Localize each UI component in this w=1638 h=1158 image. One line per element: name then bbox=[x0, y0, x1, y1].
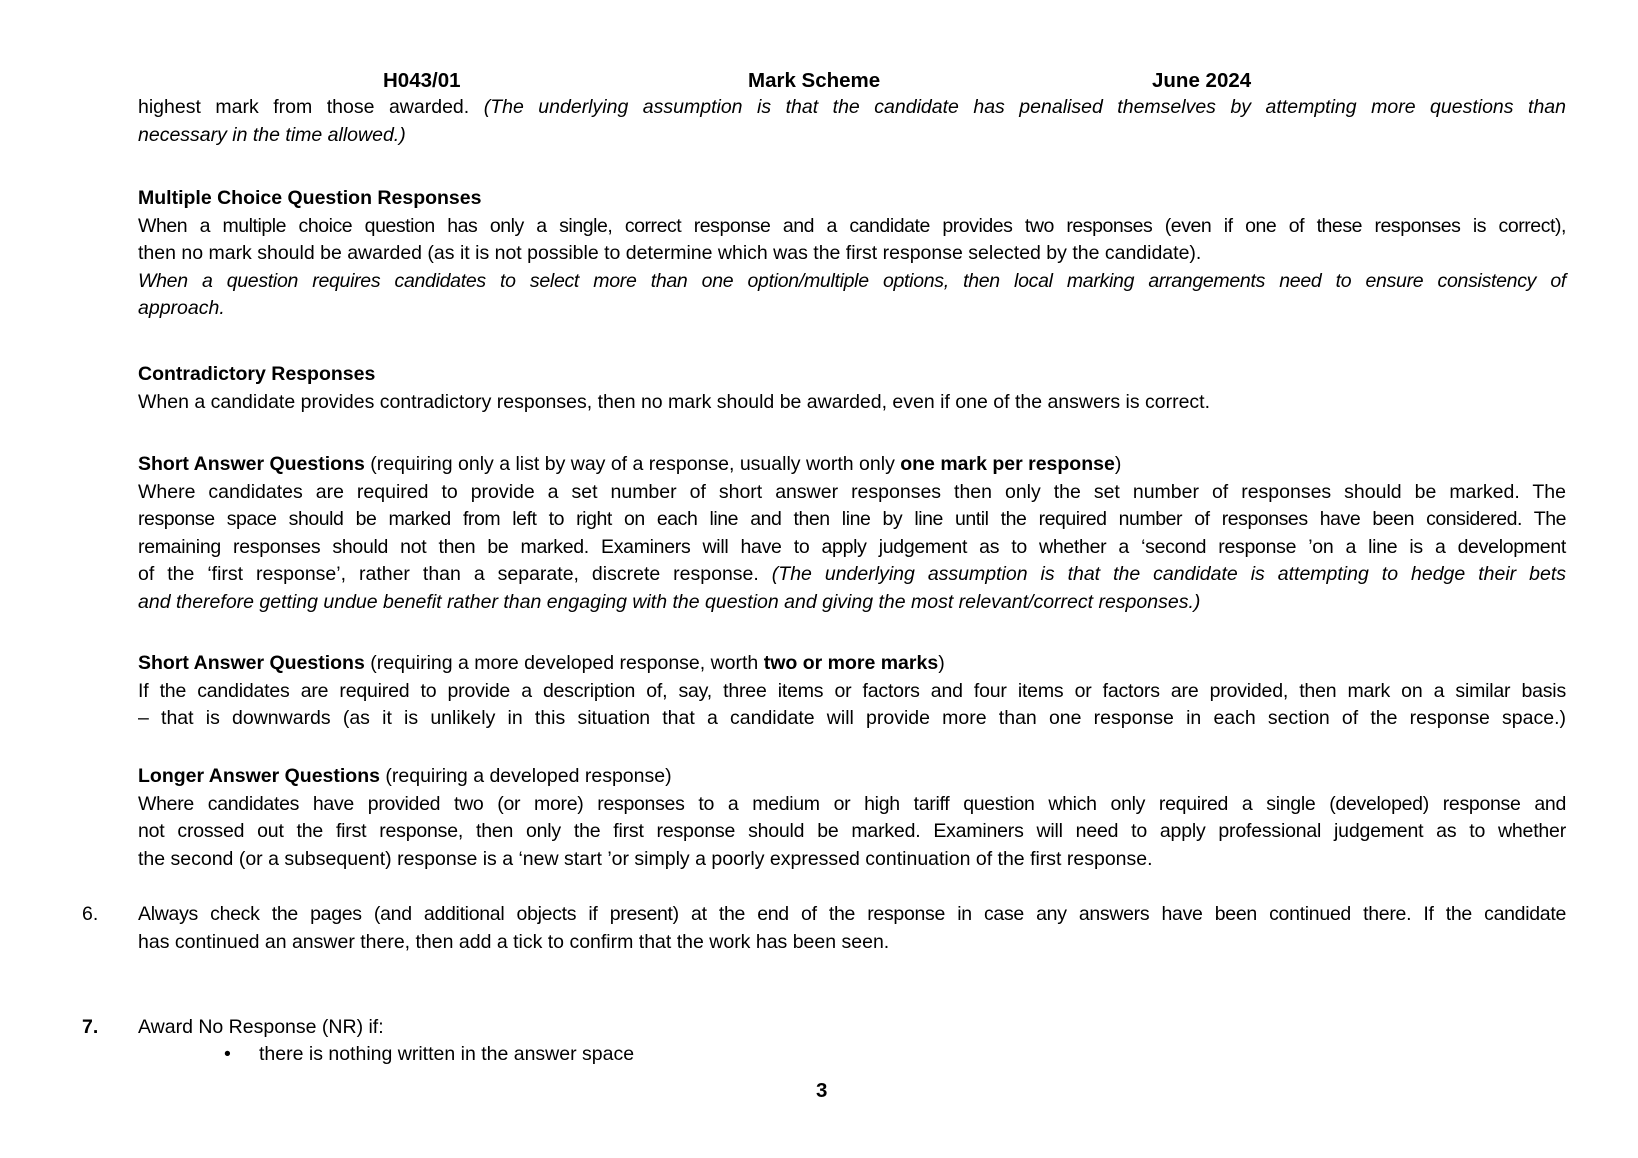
short2-paren-b: ) bbox=[938, 652, 945, 674]
short2-paren-bold: two or more marks bbox=[763, 652, 939, 674]
longer-line-1: Where candidates have provided two (or more) responses to a medium or high tariff question which only required a single (developed) response and bbox=[138, 792, 1566, 815]
short1-paren-bold: one mark per response bbox=[900, 453, 1115, 475]
longer-answer-section bbox=[138, 763, 1566, 873]
short1-line-1: Where candidates are required to provide a set number of short answer responses then only the set number of responses should be marked. The bbox=[138, 480, 1566, 503]
longer-paren: (requiring a developed response) bbox=[379, 765, 672, 787]
bullet-point: • bbox=[224, 1043, 231, 1065]
header-date: June 2024 bbox=[1152, 69, 1252, 92]
mcq-line-3: When a question requires candidates to select more than one option/multiple options, then local marking arrangements need to ensure consistency of bbox=[138, 269, 1566, 292]
header-code: H043/01 bbox=[383, 69, 461, 92]
short2-heading: Short Answer Questions bbox=[138, 652, 365, 674]
short1-line-5: and therefore getting undue benefit rather than engaging with the question and giving the most relevant/correct responses.) bbox=[138, 590, 1201, 613]
contradictory-heading: Contradictory Responses bbox=[138, 363, 376, 385]
intro-italic-cont: necessary in the time allowed.) bbox=[138, 123, 406, 146]
short2-line-1: If the candidates are required to provide a description of, say, three items or factors and four items or factors are provided, then mark on a similar basis bbox=[138, 679, 1566, 702]
mcq-line-1: When a multiple choice question has only a single, correct response and a candidate provides two responses (even if one of these responses is correct), bbox=[138, 214, 1566, 237]
short1-line-4-italic: (The underlying assumption is that the candidate is attempting to hedge their bets bbox=[771, 563, 1566, 585]
item-7-text bbox=[138, 1014, 1566, 1042]
longer-heading: Longer Answer Questions bbox=[138, 765, 380, 787]
item6-line-1: Always check the pages (and additional objects if present) at the end of the response in case any answers have been continued there. If the candidate bbox=[138, 903, 1566, 925]
short2-paren-a: (requiring a more developed response, worth bbox=[364, 652, 764, 674]
intro-text: highest mark from those awarded. bbox=[138, 96, 484, 118]
item6-line-2: has continued an answer there, then add a tick to confirm that the work has been seen. bbox=[138, 930, 890, 953]
item-7-number: 7. bbox=[82, 1016, 99, 1038]
short1-paren-a: (requiring only a list by way of a response, usually worth only bbox=[364, 453, 901, 475]
contradictory-section bbox=[138, 361, 1566, 416]
mcq-heading: Multiple Choice Question Responses bbox=[138, 187, 482, 209]
item7-line-1: Award No Response (NR) if: bbox=[138, 1016, 384, 1038]
short2-line-2: – that is downwards (as it is unlikely in this situation that a candidate will provide more than one response in each section of the response space.) bbox=[138, 707, 1566, 729]
mcq-section bbox=[138, 185, 1566, 323]
short-answer-one-mark-section bbox=[138, 451, 1566, 616]
short1-line-2: response space should be marked from left to right on each line and then line by line until the required number of responses have been considered. The bbox=[138, 508, 1566, 530]
short1-line-4: of the ‘first response’, rather than a separate, discrete response. bbox=[138, 563, 772, 585]
short1-heading: Short Answer Questions bbox=[138, 453, 365, 475]
short-answer-two-marks-section bbox=[138, 650, 1566, 733]
short1-paren-b: ) bbox=[1114, 453, 1122, 475]
page-number: 3 bbox=[816, 1079, 828, 1102]
intro-paragraph bbox=[138, 94, 1566, 149]
short1-line-3: remaining responses should not then be marked. Examiners will have to apply judgement as to whether a ‘second response ’on a line is a development bbox=[138, 535, 1566, 558]
longer-line-2: not crossed out the first response, then only the first response should be marked. Examiners will need to apply professional judgement as to whether bbox=[138, 820, 1566, 842]
header-title: Mark Scheme bbox=[748, 69, 881, 92]
contradictory-line-1: When a candidate provides contradictory responses, then no mark should be awarded, even if one of the answers is correct. bbox=[138, 390, 1211, 413]
mcq-line-4: approach. bbox=[138, 297, 225, 319]
longer-line-3: the second (or a subsequent) response is a ‘new start ’or simply a poorly expressed continuation of the first response. bbox=[138, 847, 1153, 870]
item-6-number: 6. bbox=[82, 903, 99, 925]
mcq-line-2: then no mark should be awarded (as it is not possible to determine which was the first response selected by the candidate). bbox=[138, 242, 1202, 264]
intro-italic: (The underlying assumption is that the candidate has penalised themselves by attempting more questions than bbox=[483, 96, 1566, 118]
item7-bullet-text: there is nothing written in the answer space bbox=[259, 1043, 635, 1065]
item-6-text bbox=[138, 901, 1566, 956]
